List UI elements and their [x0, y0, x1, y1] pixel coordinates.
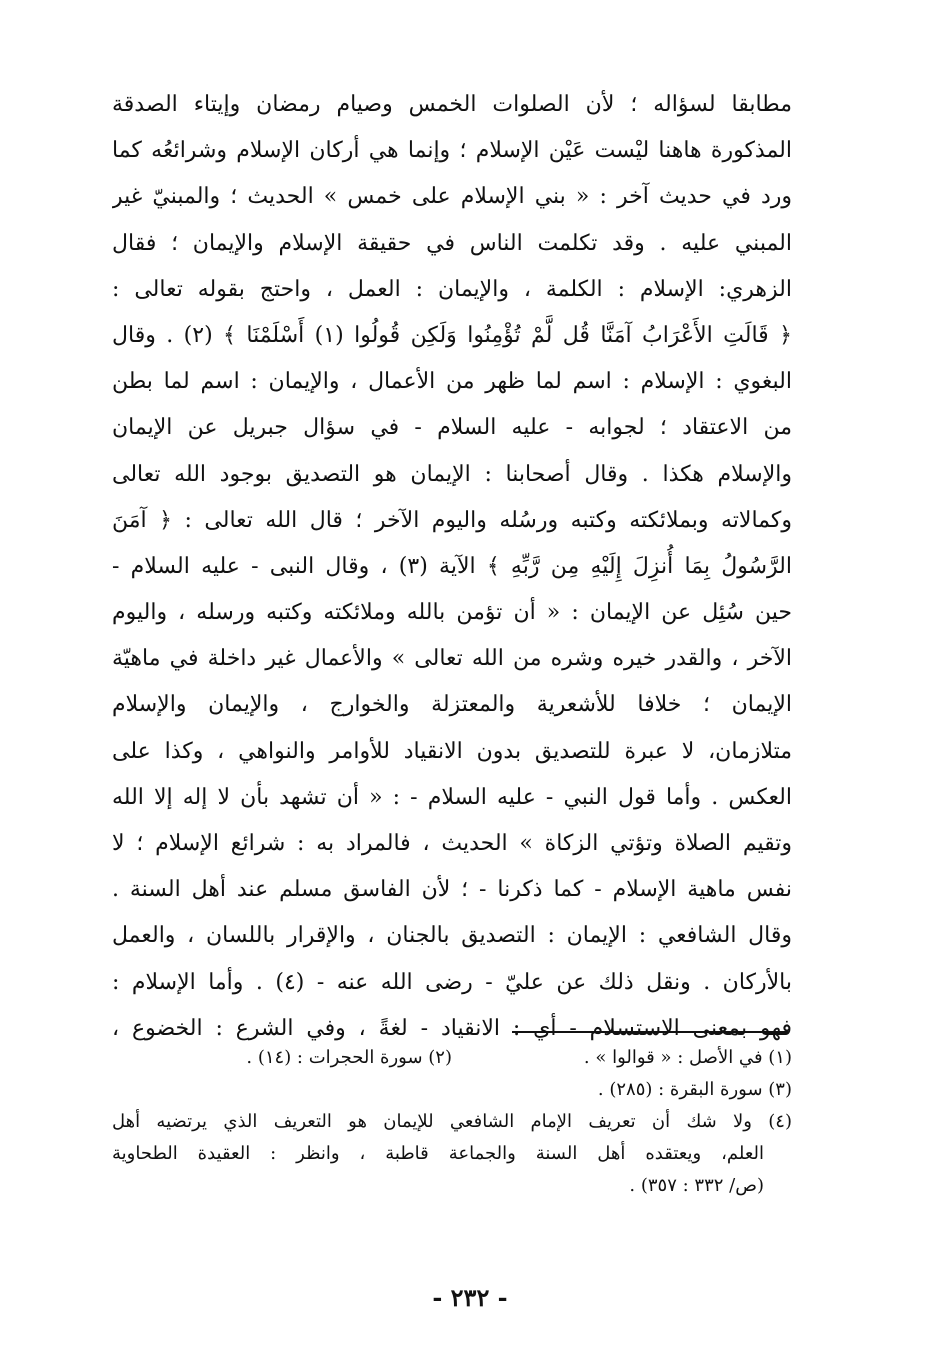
footnote-3: (٣) سورة البقرة : (٢٨٥) . [597, 1079, 792, 1100]
text-line-21: فهو بمعنى الاستسلام - أي : الانقياد - لغةً ، وفي الشرع : الخضوع ، [112, 1015, 792, 1041]
text-line-17: وتقيم الصلاة وتؤتي الزكاة » الحديث ، فالمراد به : شرائع الإسلام ؛ لا [112, 831, 792, 856]
text-line-4: المبني عليه . وقد تكلمت الناس في حقيقة الإسلام والإيمان ؛ فقال [112, 230, 792, 256]
text-line-11: الرَّسُولُ بِمَا أُنزِلَ إِلَيْهِ مِن رَّبِّهِ ﴾ الآية (٣) ، وقال النبى - عليه السلام - [112, 553, 792, 579]
text-line-14: الإيمان ؛ خلافا للأشعرية والمعتزلة والخوارج ، والإيمان والإسلام [112, 692, 792, 718]
page-number: - ٢٣٢ - [432, 1283, 508, 1312]
footnote-row-1-2 [112, 1042, 792, 1074]
text-line-3: ورد في حديث آخر : « بني الإسلام على خمس » الحديث ؛ والمبنيّ غير [112, 184, 792, 210]
footnote-separator [512, 1031, 788, 1033]
text-line-2: المذكورة هاهنا ليْست عَيْن الإسلام ؛ وإنما هي أركان الإسلام وشرائعُه كما [112, 138, 792, 164]
text-line-18: نفس ماهية الإسلام - كما ذكرنا - ؛ لأن الفاسق مسلم عند أهل السنة . [112, 877, 792, 903]
text-line-13: الآخر ، والقدر خيره وشره من الله تعالى » والأعمال غير داخلة في ماهيّة [112, 646, 792, 672]
text-line-1: مطابقا لسؤاله ؛ لأن الصلوات الخمس وصيام رمضان وإيتاء الصدقة [112, 92, 792, 117]
footnote-2: (٢) سورة الحجرات : (١٤) . [246, 1047, 452, 1068]
footnote-1: (١) في الأصل : « قوالوا » . [583, 1047, 792, 1068]
text-line-9: والإسلام هكذا . وقال أصحابنا : الإيمان هو التصديق بوجود الله تعالى [112, 461, 792, 487]
text-line-15: متلازمان، لا عبرة للتصديق بدون الانقياد للأوامر والنواهي ، وكذا على [112, 738, 792, 764]
text-line-6: ﴿ قَالَتِ الأَعْرَابُ آمَنَّا قُل لَّمْ تُؤْمِنُوا وَلَكِن قُولُوا (١) أَسْلَمْنَا ﴾ (٢) . وقال [112, 322, 792, 348]
footnote-4-line-3: (ص/ ٣٣٢ : ٣٥٧) . [629, 1175, 764, 1196]
text-line-12: حين سُئِل عن الإيمان : « أن تؤمن بالله وملائكته وكتبه ورسله ، واليوم [112, 600, 792, 626]
text-line-20: بالأركان . ونقل ذلك عن عليّ - رضى الله عنه - (٤) . وأما الإسلام : [112, 969, 792, 995]
text-line-16: العكس . وأما قول النبي - عليه السلام - : « أن تشهد بأن لا إله إلا الله [112, 784, 792, 810]
main-text-block [112, 82, 792, 1052]
text-line-7: البغوي : الإسلام : اسم لما ظهر من الأعمال ، والإيمان : اسم لما بطن [112, 369, 792, 395]
footnotes-block [112, 1042, 792, 1202]
text-line-19: وقال الشافعي : الإيمان : التصديق بالجنان ، والإقرار باللسان ، والعمل [112, 923, 792, 949]
text-line-10: وكمالاته وبملائكته وكتبه ورسُله واليوم الآخر ؛ قال الله تعالى : ﴿ آمَنَ [112, 507, 792, 533]
footnote-4-line-1: (٤) ولا شك أن تعريف الإمام الشافعي للإيمان هو التعريف الذي يرتضيه أهل [112, 1111, 792, 1132]
text-line-8: من الاعتقاد ؛ لجوابه - عليه السلام - في سؤال جبريل عن الإيمان [112, 415, 792, 441]
footnote-4-line-2: العلم، ويعتقده أهل السنة والجماعة قاطبة ، وانظر : العقيدة الطحاوية [112, 1143, 764, 1164]
text-line-5: الزهري: الإسلام : الكلمة ، والإيمان : العمل ، واحتج بقوله تعالى : [112, 276, 792, 302]
